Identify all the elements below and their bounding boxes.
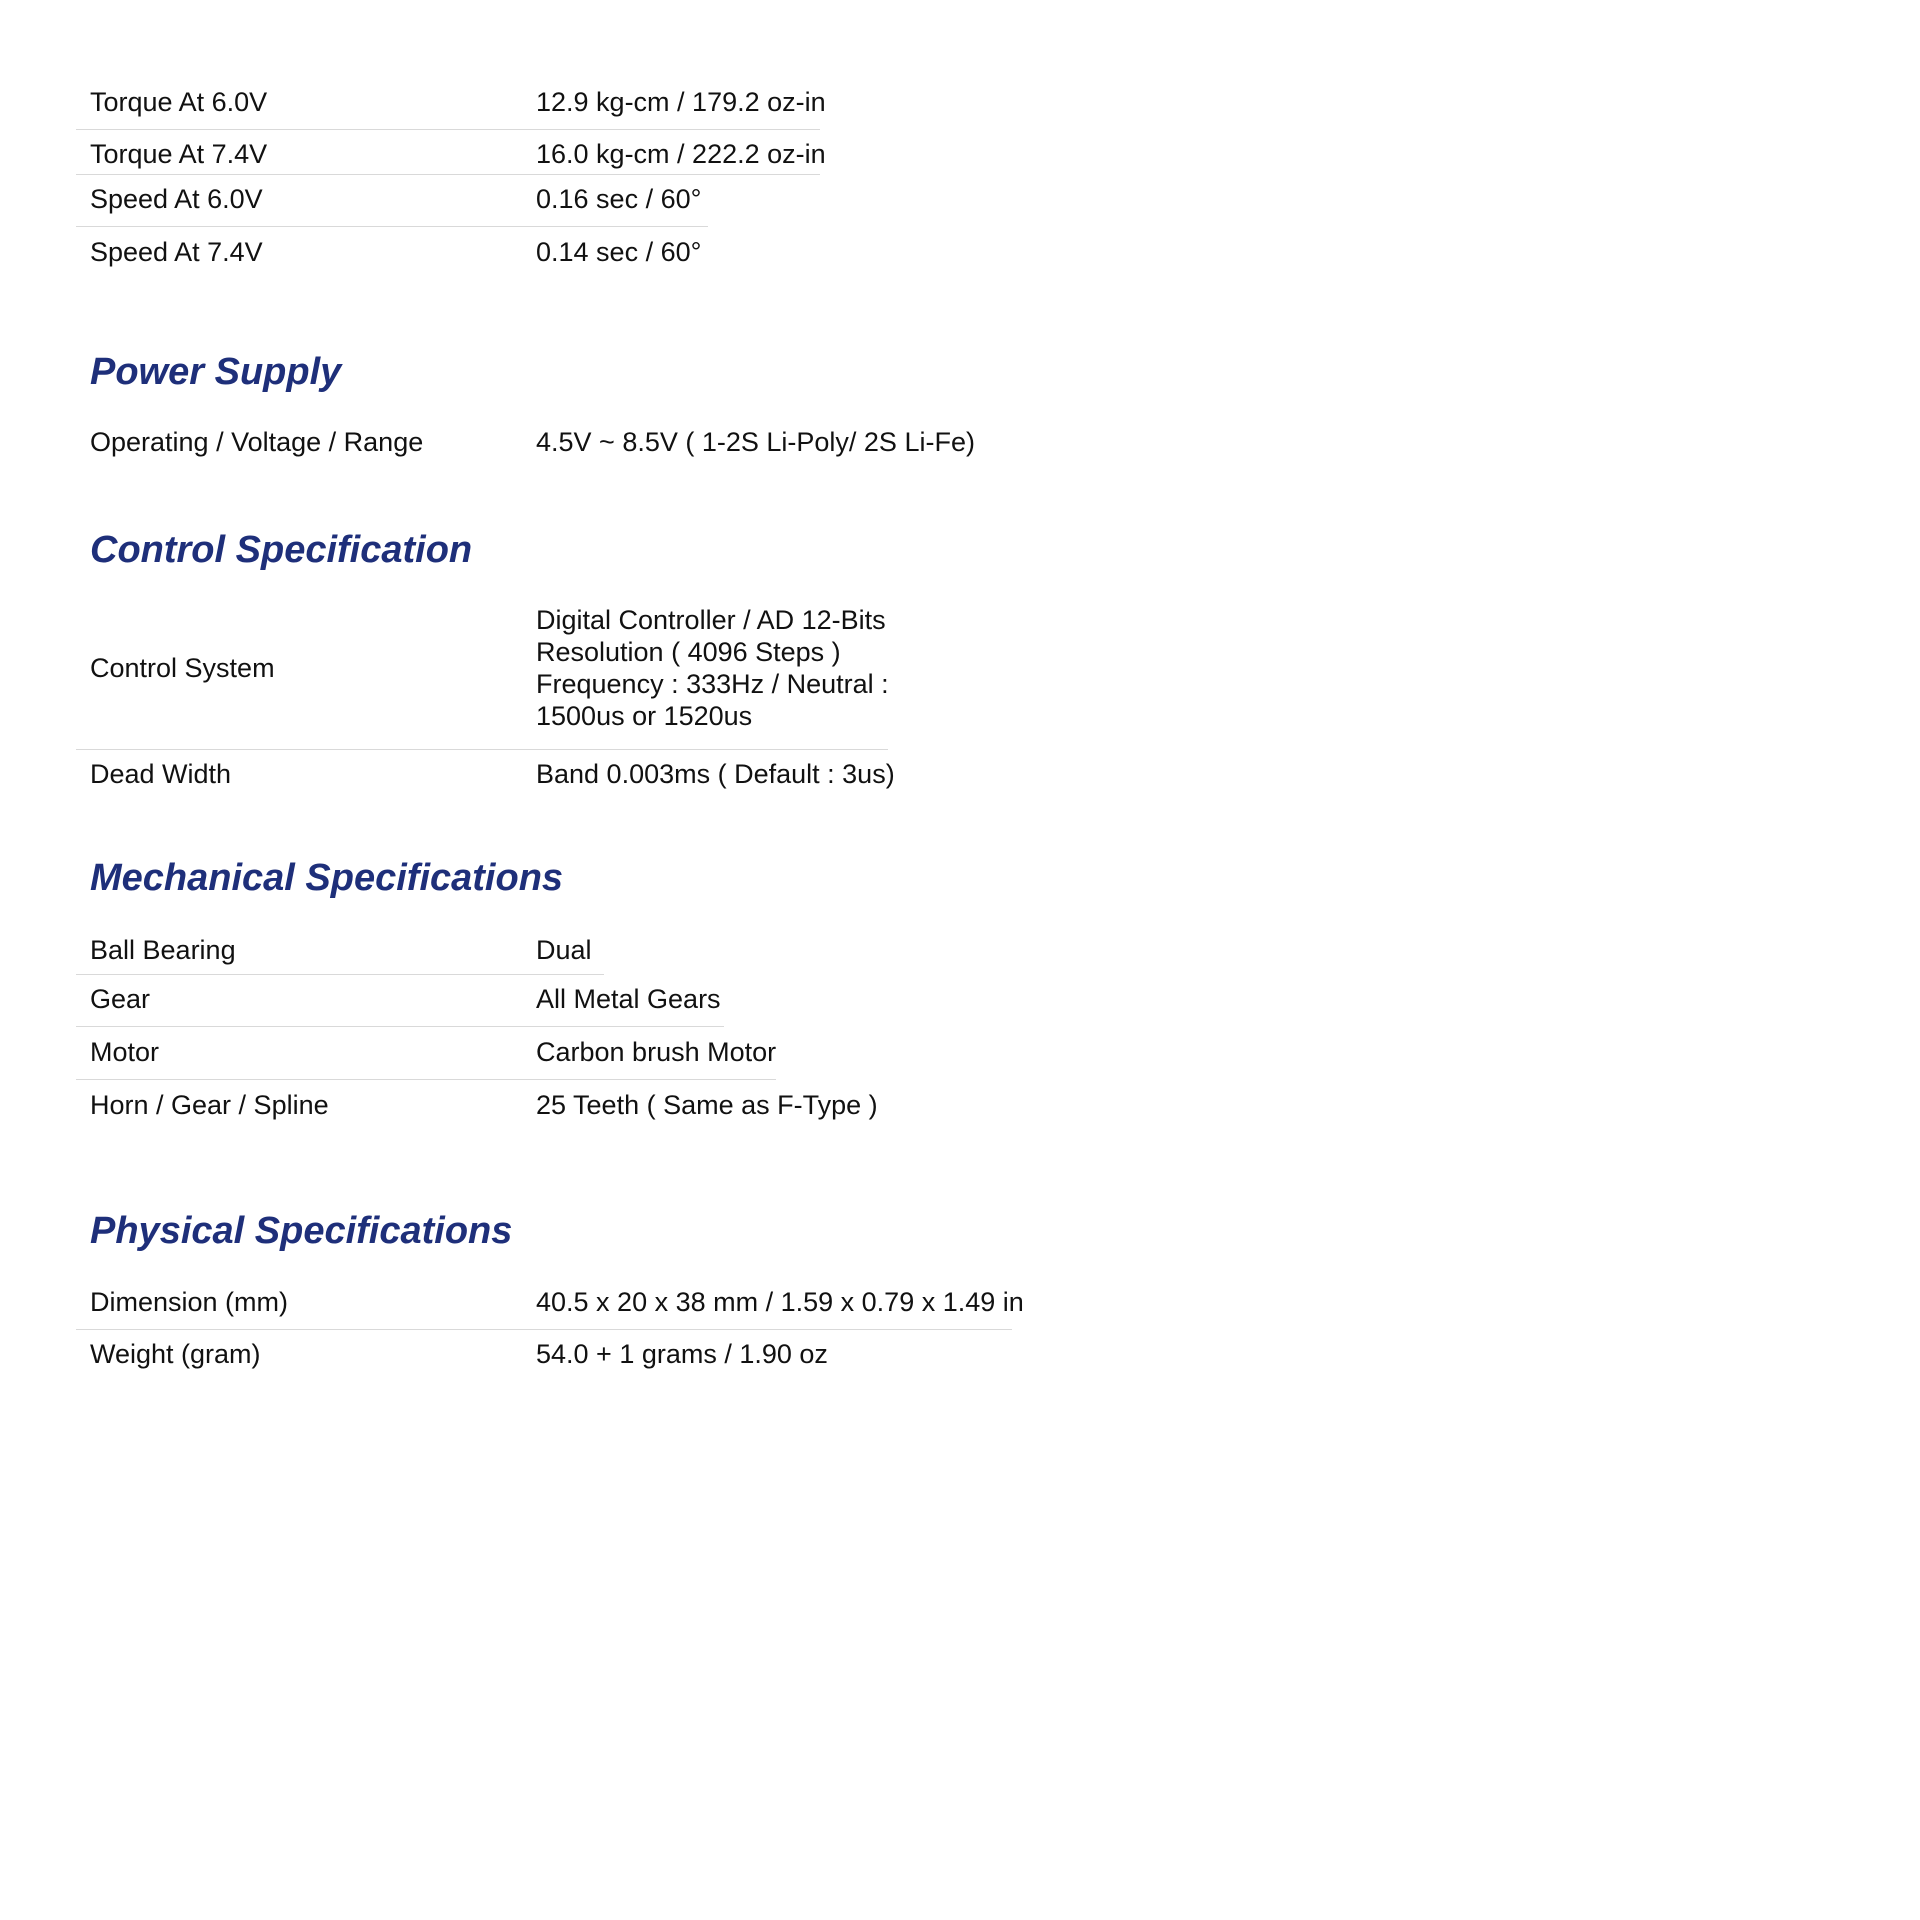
spec-label-speed-6v: Speed At 6.0V xyxy=(90,184,263,214)
spec-value-torque-6v: 12.9 kg-cm / 179.2 oz-in xyxy=(536,87,826,117)
spec-value-torque-7v: 16.0 kg-cm / 222.2 oz-in xyxy=(536,139,826,169)
spec-label-horn-spline: Horn / Gear / Spline xyxy=(90,1090,329,1120)
row-divider xyxy=(76,226,708,227)
spec-value-speed-7v: 0.14 sec / 60° xyxy=(536,237,702,267)
spec-label-weight: Weight (gram) xyxy=(90,1339,261,1369)
spec-label-torque-7v: Torque At 7.4V xyxy=(90,139,268,169)
spec-value-horn-spline: 25 Teeth ( Same as F-Type ) xyxy=(536,1090,878,1120)
power-supply-heading: Power Supply xyxy=(90,351,342,393)
row-divider xyxy=(76,974,604,975)
row-divider xyxy=(76,749,888,750)
spec-value-weight: 54.0 + 1 grams / 1.90 oz xyxy=(536,1339,828,1369)
spec-label-dead-width: Dead Width xyxy=(90,759,232,789)
mechanical-spec-heading: Mechanical Specifications xyxy=(90,857,564,899)
row-divider xyxy=(76,1079,776,1080)
spec-label-speed-7v: Speed At 7.4V xyxy=(90,237,263,267)
spec-value-motor: Carbon brush Motor xyxy=(536,1037,777,1067)
row-divider xyxy=(76,1329,1012,1330)
row-divider xyxy=(76,1026,724,1027)
row-divider xyxy=(76,129,820,130)
spec-label-motor: Motor xyxy=(90,1037,160,1067)
control-spec-heading: Control Specification xyxy=(90,529,473,571)
spec-value-dimension: 40.5 x 20 x 38 mm / 1.59 x 0.79 x 1.49 in xyxy=(536,1287,1024,1317)
spec-label-torque-6v: Torque At 6.0V xyxy=(90,87,268,117)
physical-spec-heading: Physical Specifications xyxy=(90,1210,513,1252)
spec-value-dead-width: Band 0.003ms ( Default : 3us) xyxy=(536,759,895,789)
spec-value-control-system: Digital Controller / AD 12-Bits Resolution ( 4096 Steps ) Frequency : 333Hz / Neutral : 1500us or 1520us xyxy=(536,605,889,731)
spec-label-operating-voltage: Operating / Voltage / Range xyxy=(90,427,424,457)
spec-label-control-system: Control System xyxy=(90,653,275,683)
spec-label-dimension: Dimension (mm) xyxy=(90,1287,289,1317)
row-divider xyxy=(76,174,820,175)
spec-value-speed-6v: 0.16 sec / 60° xyxy=(536,184,702,214)
spec-value-ball-bearing: Dual xyxy=(536,935,592,965)
spec-label-ball-bearing: Ball Bearing xyxy=(90,935,236,965)
spec-value-operating-voltage: 4.5V ~ 8.5V ( 1-2S Li-Poly/ 2S Li-Fe) xyxy=(536,427,975,457)
spec-value-gear: All Metal Gears xyxy=(536,984,721,1014)
spec-label-gear: Gear xyxy=(90,984,151,1014)
